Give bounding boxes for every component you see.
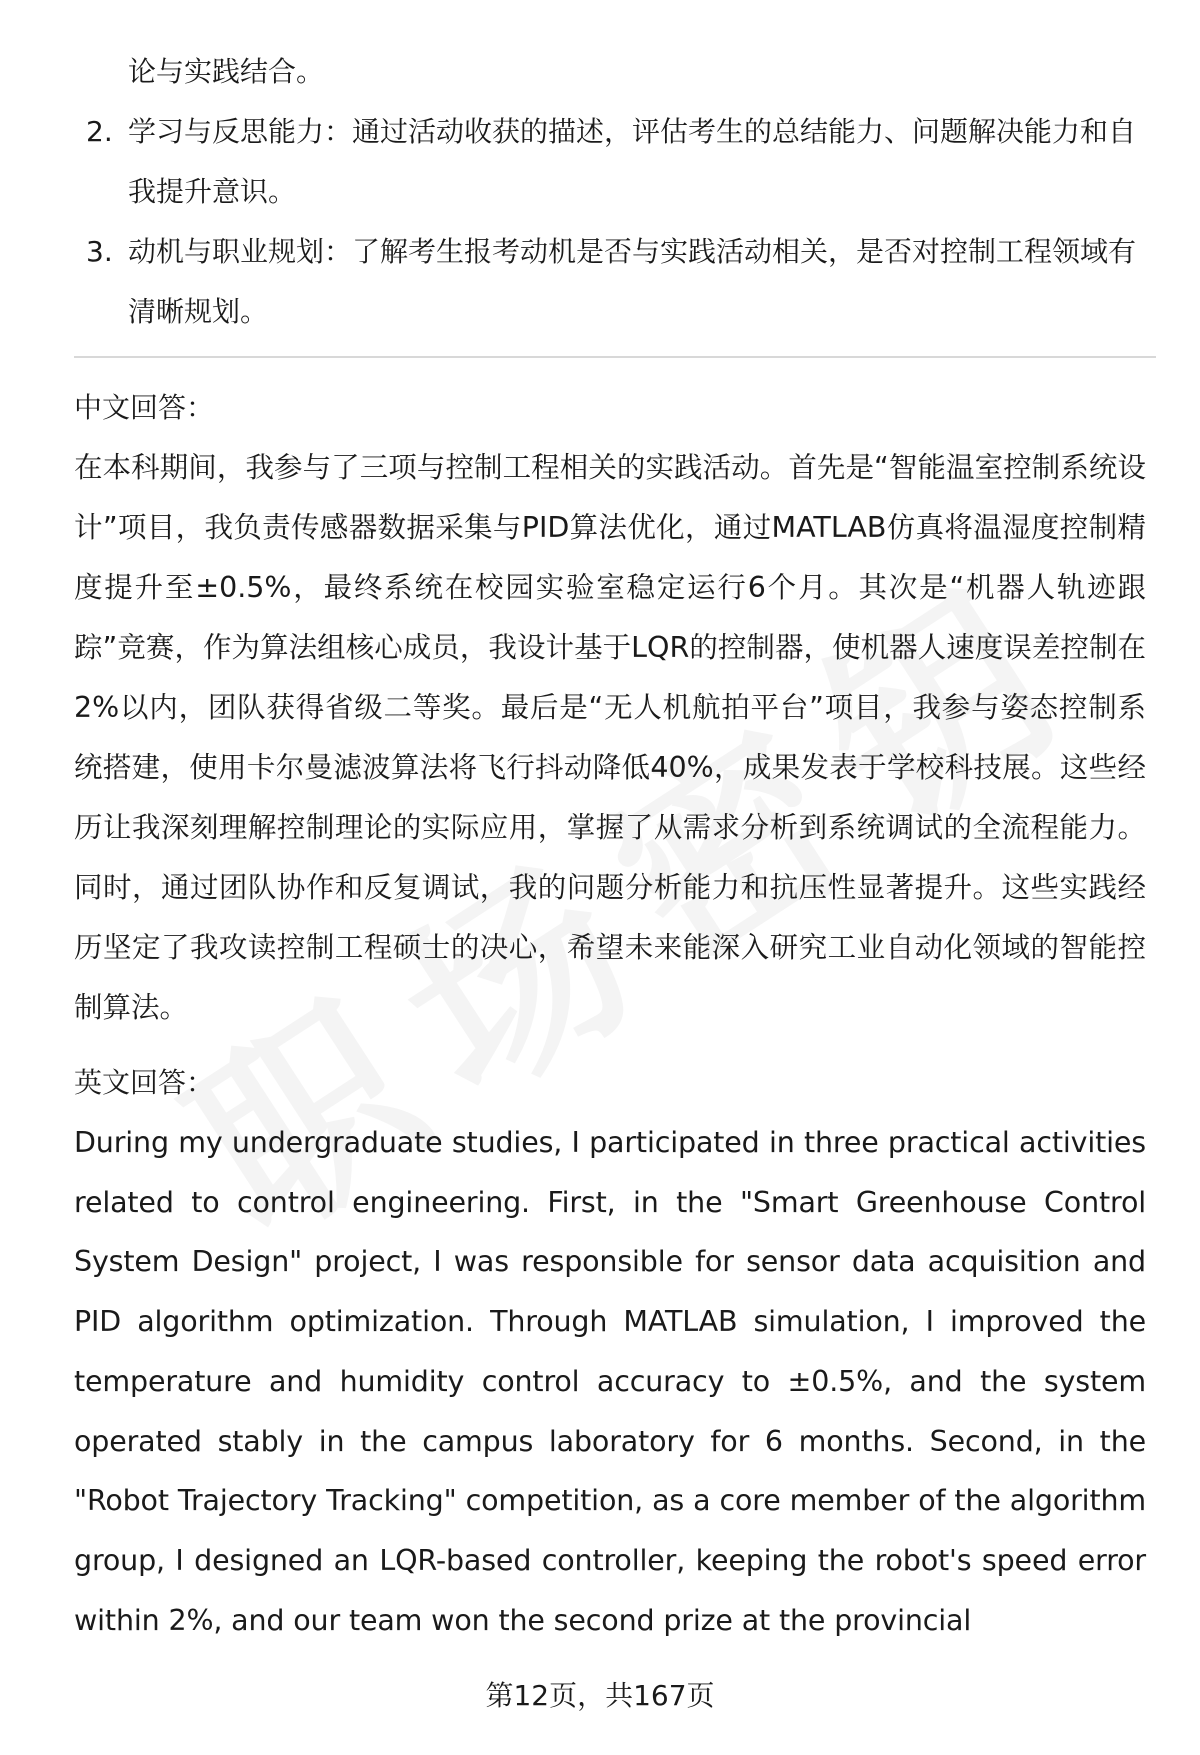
list-item-number: 2. [86,115,113,148]
list-item-text: 学习与反思能力：通过活动收获的描述，评估考生的总结能力、问题解决能力和自我提升意识。 [128,115,1137,208]
english-answer-label: 英文回答： [74,1066,215,1099]
list-item [74,222,1146,342]
horizontal-divider [74,356,1156,358]
list-item-continuation: 论与实践结合。 [128,55,325,88]
chinese-answer-text: 在本科期间，我参与了三项与控制工程相关的实践活动。首先是“智能温室控制系统设计”项目，我负责传感器数据采集与PID算法优化，通过MATLAB仿真将温湿度控制精度提升至±0.5%，最终系统在校园实验室稳定运行6个月。其次是“机器人轨迹跟踪”竞赛，作为算法组核心成员，我设计基于LQR的控制器，使机器人速度误差控制在2%以内，团队获得省级二等奖。最后是“无人机航拍平台”项目，我参与姿态控制系统搭建，使用卡尔曼滤波算法将飞行抖动降低40%，成果发表于学校科技展。这些经历让我深刻理解控制理论的实际应用，掌握了从需求分析到系统调试的全流程能力。同时，通过团队协作和反复调试，我的问题分析能力和抗压性显著提升。这些实践经历坚定了我攻读控制工程硕士的决心，希望未来能深入研究工业自动化领域的智能控制算法。 [74,451,1146,1024]
list-item-text: 动机与职业规划：了解考生报考动机是否与实践活动相关，是否对控制工程领域有清晰规划。 [128,235,1137,328]
list-item-number: 3. [86,235,113,268]
english-answer-text: During my undergraduate studies, I participated in three practical activities related to control engineering. First, in the "Smart Greenhouse Control System Design" project, I was responsible for sensor data acquisition and PID algorithm optimization. Through MATLAB simulation, I improved the temperature and humidity control accuracy to ±0.5%, and the system operated stably in the campus laboratory for 6 months. Second, in the "Robot Trajectory Tracking" competition, as a core member of the algorithm group, I designed an LQR-based controller, keeping the robot's speed error within 2%, and our team won the second prize at the provincial [74,1126,1146,1637]
chinese-answer-label: 中文回答： [74,391,215,424]
page-number-footer: 第12页，共167页 [485,1679,715,1712]
document-page [74,42,1146,1650]
list-item [74,102,1146,222]
